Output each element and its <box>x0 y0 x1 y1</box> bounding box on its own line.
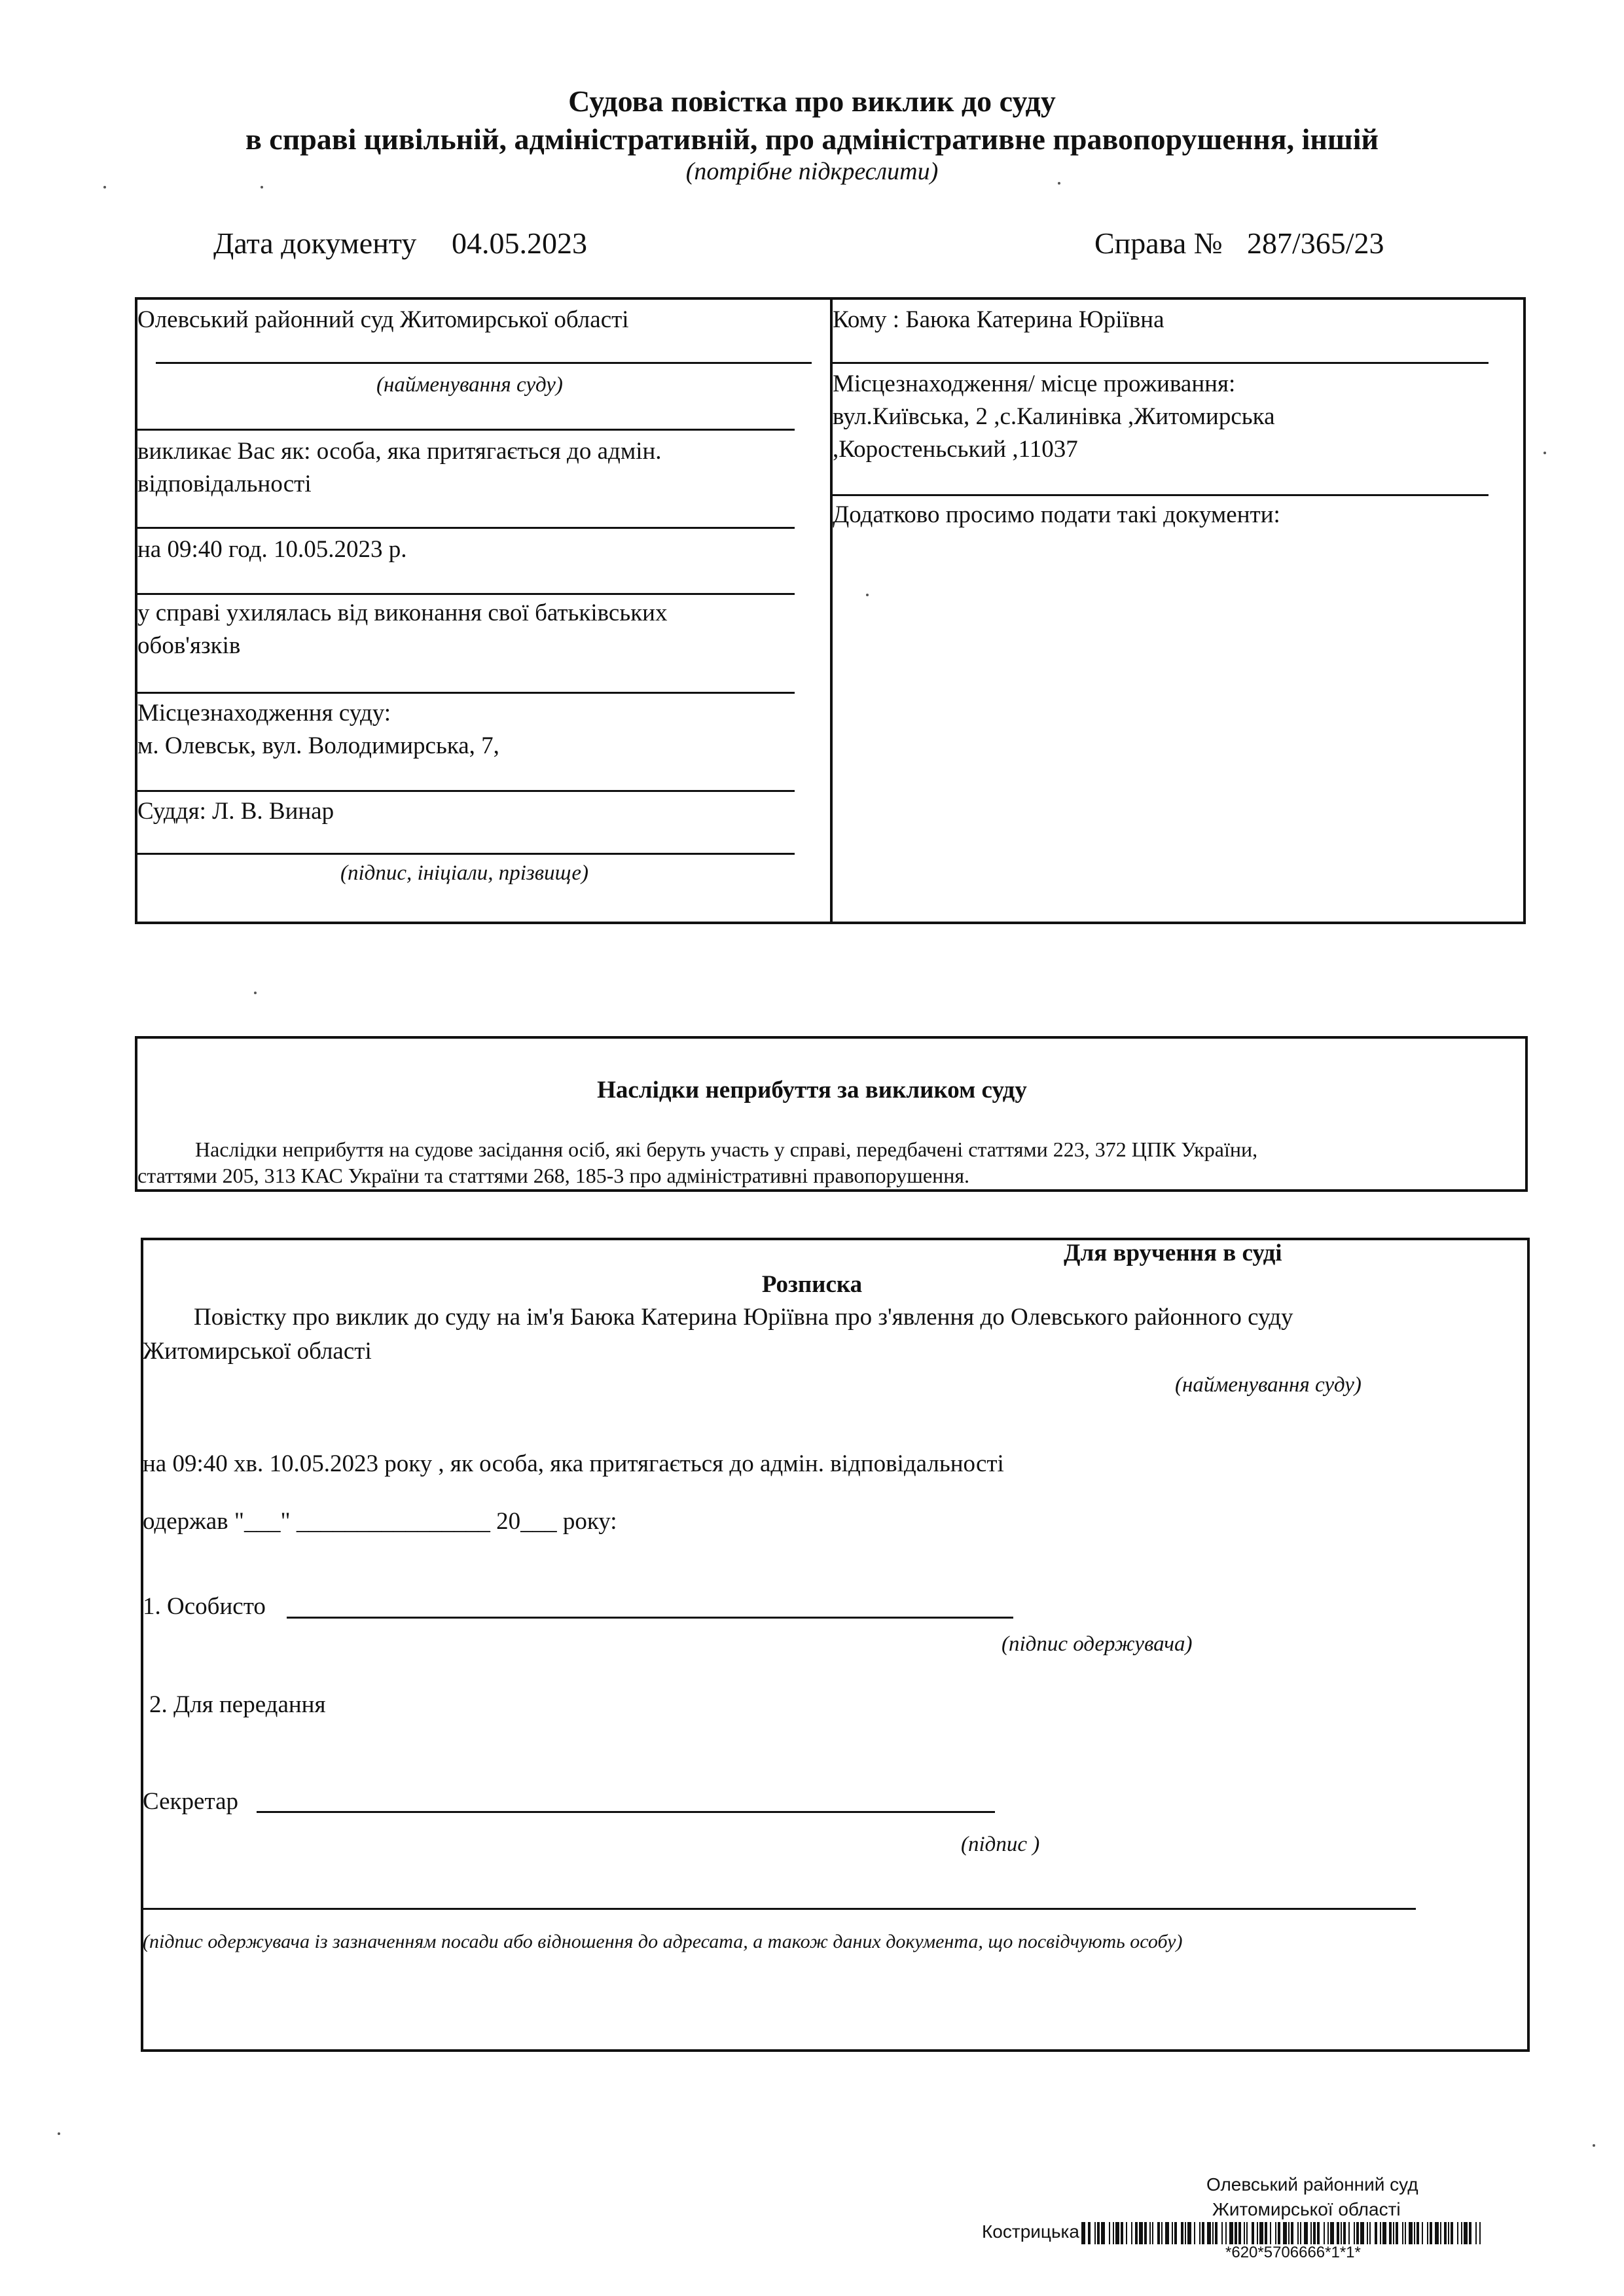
barcode-bar <box>1235 2222 1237 2244</box>
document-title: Судова повістка про виклик до суду <box>568 84 1056 118</box>
barcode-bar <box>1270 2222 1271 2244</box>
barcode-bar <box>1101 2222 1105 2244</box>
footer-court-region: Житомирської області <box>1212 2199 1401 2219</box>
barcode-bar <box>1157 2222 1160 2244</box>
barcode-bar <box>1369 2222 1371 2244</box>
barcode-bar <box>1115 2222 1119 2244</box>
barcode-bar <box>1435 2222 1439 2244</box>
receipt-heading: Розписка <box>761 1271 863 1298</box>
rule-after-role <box>137 527 795 529</box>
court-name-hint: (найменування суду) <box>376 373 563 397</box>
barcode-bar <box>1246 2222 1248 2244</box>
barcode-bar <box>1113 2222 1114 2244</box>
barcode-bar <box>1097 2222 1100 2244</box>
barcode-bar <box>1212 2222 1214 2244</box>
barcode-bar <box>1259 2222 1263 2244</box>
barcode-bar <box>1094 2222 1096 2244</box>
receipt-text-cont: Житомирської області <box>143 1338 372 1365</box>
barcode-bar <box>1479 2222 1481 2244</box>
residence-label: Місцезнаходження/ місце проживання: <box>833 370 1236 397</box>
barcode-bar <box>1422 2222 1423 2244</box>
residence-address-cont: ,Коростеньський ,11037 <box>833 436 1078 463</box>
rule-after-location <box>137 790 795 792</box>
scan-speck <box>254 992 257 994</box>
received-date-line: одержав "___" ________________ 20___ року: <box>143 1508 617 1535</box>
summons-as: викликає Вас як: особа, яка притягається до адмін. <box>137 438 662 465</box>
barcode-bar <box>1464 2222 1468 2244</box>
barcode-bar <box>1185 2222 1186 2244</box>
barcode-bar <box>1313 2222 1316 2244</box>
barcode-bar <box>1207 2222 1211 2244</box>
judge: Суддя: Л. В. Винар <box>137 798 334 825</box>
barcode-bar <box>1304 2222 1308 2244</box>
scan-speck <box>58 2132 60 2135</box>
receipt-text: Повістку про виклик до суду на ім'я Баюка Катерина Юріївна про з'явлення до Олевського районного суду <box>194 1304 1293 1331</box>
scan-speck <box>1593 2144 1595 2147</box>
barcode-bar <box>1121 2222 1123 2244</box>
rule-after-subject <box>137 692 795 694</box>
recipient-id-line <box>143 1908 1416 1910</box>
barcode-bar <box>1444 2222 1447 2244</box>
for-court-label: Для вручення в суді <box>1064 1240 1282 1266</box>
footer-clerk: Кострицька <box>982 2221 1079 2242</box>
barcode-bar <box>1215 2222 1218 2244</box>
recipient-signature-hint: (підпис одержувача) <box>1001 1632 1193 1656</box>
receipt-court-hint: (найменування суду) <box>1175 1373 1362 1397</box>
barcode-bar <box>1221 2222 1223 2244</box>
recipient: Кому : Баюка Катерина Юріївна <box>833 306 1164 333</box>
date-label: Дата документу <box>213 226 417 260</box>
secretary-signature-line <box>257 1811 995 1813</box>
rule-after-time <box>137 593 795 595</box>
barcode-bar <box>1300 2222 1301 2244</box>
barcode-bar <box>1202 2222 1204 2244</box>
document-title-line2: в справі цивільній, адміністративній, про адміністративне правопорушення, іншій <box>245 122 1379 156</box>
document-barcode <box>1081 2222 1540 2244</box>
barcode-bar <box>1081 2222 1085 2244</box>
barcode-bar <box>1225 2222 1227 2244</box>
barcode-bar <box>1416 2222 1419 2244</box>
barcode-bar <box>1330 2222 1334 2244</box>
barcode-bar <box>1409 2222 1413 2244</box>
barcode-bar <box>1380 2222 1381 2244</box>
barcode-bar <box>1367 2222 1368 2244</box>
barcode-bar <box>1327 2222 1329 2244</box>
barcode-bar <box>1229 2222 1233 2244</box>
residence-rule <box>833 494 1489 496</box>
scan-speck <box>866 594 869 596</box>
barcode-bar <box>1343 2222 1346 2244</box>
barcode-bar <box>1356 2222 1359 2244</box>
receipt-time-line: на 09:40 хв. 10.05.2023 року , як особа, яка притягається до адмін. відповідальності <box>143 1450 1004 1477</box>
case-value: 287/365/23 <box>1247 226 1384 260</box>
barcode-bar <box>1393 2222 1394 2244</box>
underline-hint: (потрібне підкреслити) <box>685 158 939 185</box>
barcode-bar <box>1317 2222 1320 2244</box>
barcode-bar <box>1360 2222 1364 2244</box>
barcode-bar <box>1181 2222 1183 2244</box>
barcode-bar <box>1161 2222 1163 2244</box>
court-location-value: м. Олевськ, вул. Володимирська, 7, <box>137 732 499 759</box>
barcode-bar <box>1275 2222 1276 2244</box>
personally-signature-line <box>287 1617 1013 1619</box>
barcode-bar <box>1375 2222 1377 2244</box>
barcode-bar <box>1265 2222 1267 2244</box>
rule-after-court <box>137 429 795 431</box>
barcode-bar <box>1440 2222 1441 2244</box>
scan-speck <box>261 186 263 188</box>
case-label: Справа № <box>1094 226 1223 260</box>
case-subject: у справі ухилялась від виконання свої батьківських <box>137 600 668 626</box>
barcode-bar <box>1337 2222 1339 2244</box>
barcode-bar <box>1475 2222 1477 2244</box>
judge-signature-rule <box>137 853 795 855</box>
barcode-bar <box>1396 2222 1398 2244</box>
barcode-bar <box>1109 2222 1110 2244</box>
barcode-bar <box>1126 2222 1127 2244</box>
barcode-bar <box>1088 2222 1091 2244</box>
barcode-bar <box>1257 2222 1258 2244</box>
barcode-bar <box>1448 2222 1449 2244</box>
barcode-bar <box>1341 2222 1342 2244</box>
barcode-bar <box>1382 2222 1386 2244</box>
judge-signature-hint: (підпис, ініціали, прізвище) <box>340 861 589 885</box>
barcode-bar <box>1310 2222 1312 2244</box>
barcode-bar <box>1244 2222 1245 2244</box>
barcode-bar <box>1457 2222 1458 2244</box>
barcode-bar <box>1389 2222 1392 2244</box>
barcode-bar <box>1152 2222 1153 2244</box>
barcode-bar <box>1430 2222 1432 2244</box>
consequences-text-cont: статтями 205, 313 КАС України та статтями 268, 185-3 про адміністративні правопорушення. <box>137 1164 970 1187</box>
consequences-heading: Наслідки неприбуття за викликом суду <box>597 1077 1027 1103</box>
hearing-time: на 09:40 год. 10.05.2023 р. <box>137 536 407 563</box>
scan-speck <box>103 186 106 188</box>
barcode-bar <box>1469 2222 1471 2244</box>
barcode-bar <box>1414 2222 1415 2244</box>
court-location-label: Місцезнаходження суду: <box>137 700 391 726</box>
barcode-bar <box>1354 2222 1355 2244</box>
court-name-rule <box>156 362 812 364</box>
recipient-id-hint: (підпис одержувача із зазначенням посади або відношення до адресата, а також даних документа, що посвідчують особу) <box>143 1931 1183 1952</box>
barcode-number: *620*5706666*1*1* <box>1225 2244 1361 2261</box>
secretary-signature-hint: (підпис ) <box>961 1833 1040 1856</box>
barcode-bar <box>1131 2222 1132 2244</box>
barcode-bar <box>1348 2222 1350 2244</box>
court-name: Олевський районний суд Житомирської області <box>137 306 629 333</box>
barcode-bar <box>1324 2222 1325 2244</box>
barcode-bar <box>1194 2222 1195 2244</box>
barcode-bar <box>1291 2222 1293 2244</box>
barcode-bar <box>1144 2222 1147 2244</box>
footer-court-name: Олевський районний суд <box>1206 2174 1418 2195</box>
barcode-bar <box>1278 2222 1280 2244</box>
consequences-text: Наслідки неприбуття на судове засідання осіб, які беруть участь у справі, передбачені статтями 223, 372 ЦПК України, <box>195 1138 1258 1161</box>
barcode-bar <box>1297 2222 1299 2244</box>
barcode-bar <box>1461 2222 1462 2244</box>
case-subject-cont: обов'язків <box>137 632 241 659</box>
additional-docs: Додатково просимо подати такі документи: <box>833 501 1280 528</box>
for-transfer-label: 2. Для передання <box>149 1691 326 1718</box>
barcode-bar <box>1187 2222 1191 2244</box>
secretary-label: Секретар <box>143 1788 238 1815</box>
barcode-bar <box>1405 2222 1406 2244</box>
barcode-bar <box>1139 2222 1143 2244</box>
date-value: 04.05.2023 <box>452 226 587 260</box>
barcode-bar <box>1283 2222 1287 2244</box>
barcode-bar <box>1135 2222 1138 2244</box>
barcode-bar <box>1149 2222 1151 2244</box>
barcode-bar <box>1165 2222 1169 2244</box>
barcode-bar <box>1199 2222 1200 2244</box>
personally-label: 1. Особисто <box>143 1593 266 1620</box>
scan-speck <box>1058 182 1060 185</box>
scan-speck <box>1543 452 1546 454</box>
barcode-bar <box>1402 2222 1403 2244</box>
barcode-bar <box>1288 2222 1290 2244</box>
barcode-bar <box>1451 2222 1453 2244</box>
barcode-bar <box>1172 2222 1173 2244</box>
barcode-bar <box>1427 2222 1428 2244</box>
recipient-rule <box>833 362 1489 364</box>
barcode-bar <box>1174 2222 1177 2244</box>
summons-as-cont: відповідальності <box>137 471 312 497</box>
residence-address: вул.Київська, 2 ,с.Калинівка ,Житомирська <box>833 403 1275 430</box>
barcode-bar <box>1252 2222 1254 2244</box>
barcode-bar <box>1238 2222 1241 2244</box>
